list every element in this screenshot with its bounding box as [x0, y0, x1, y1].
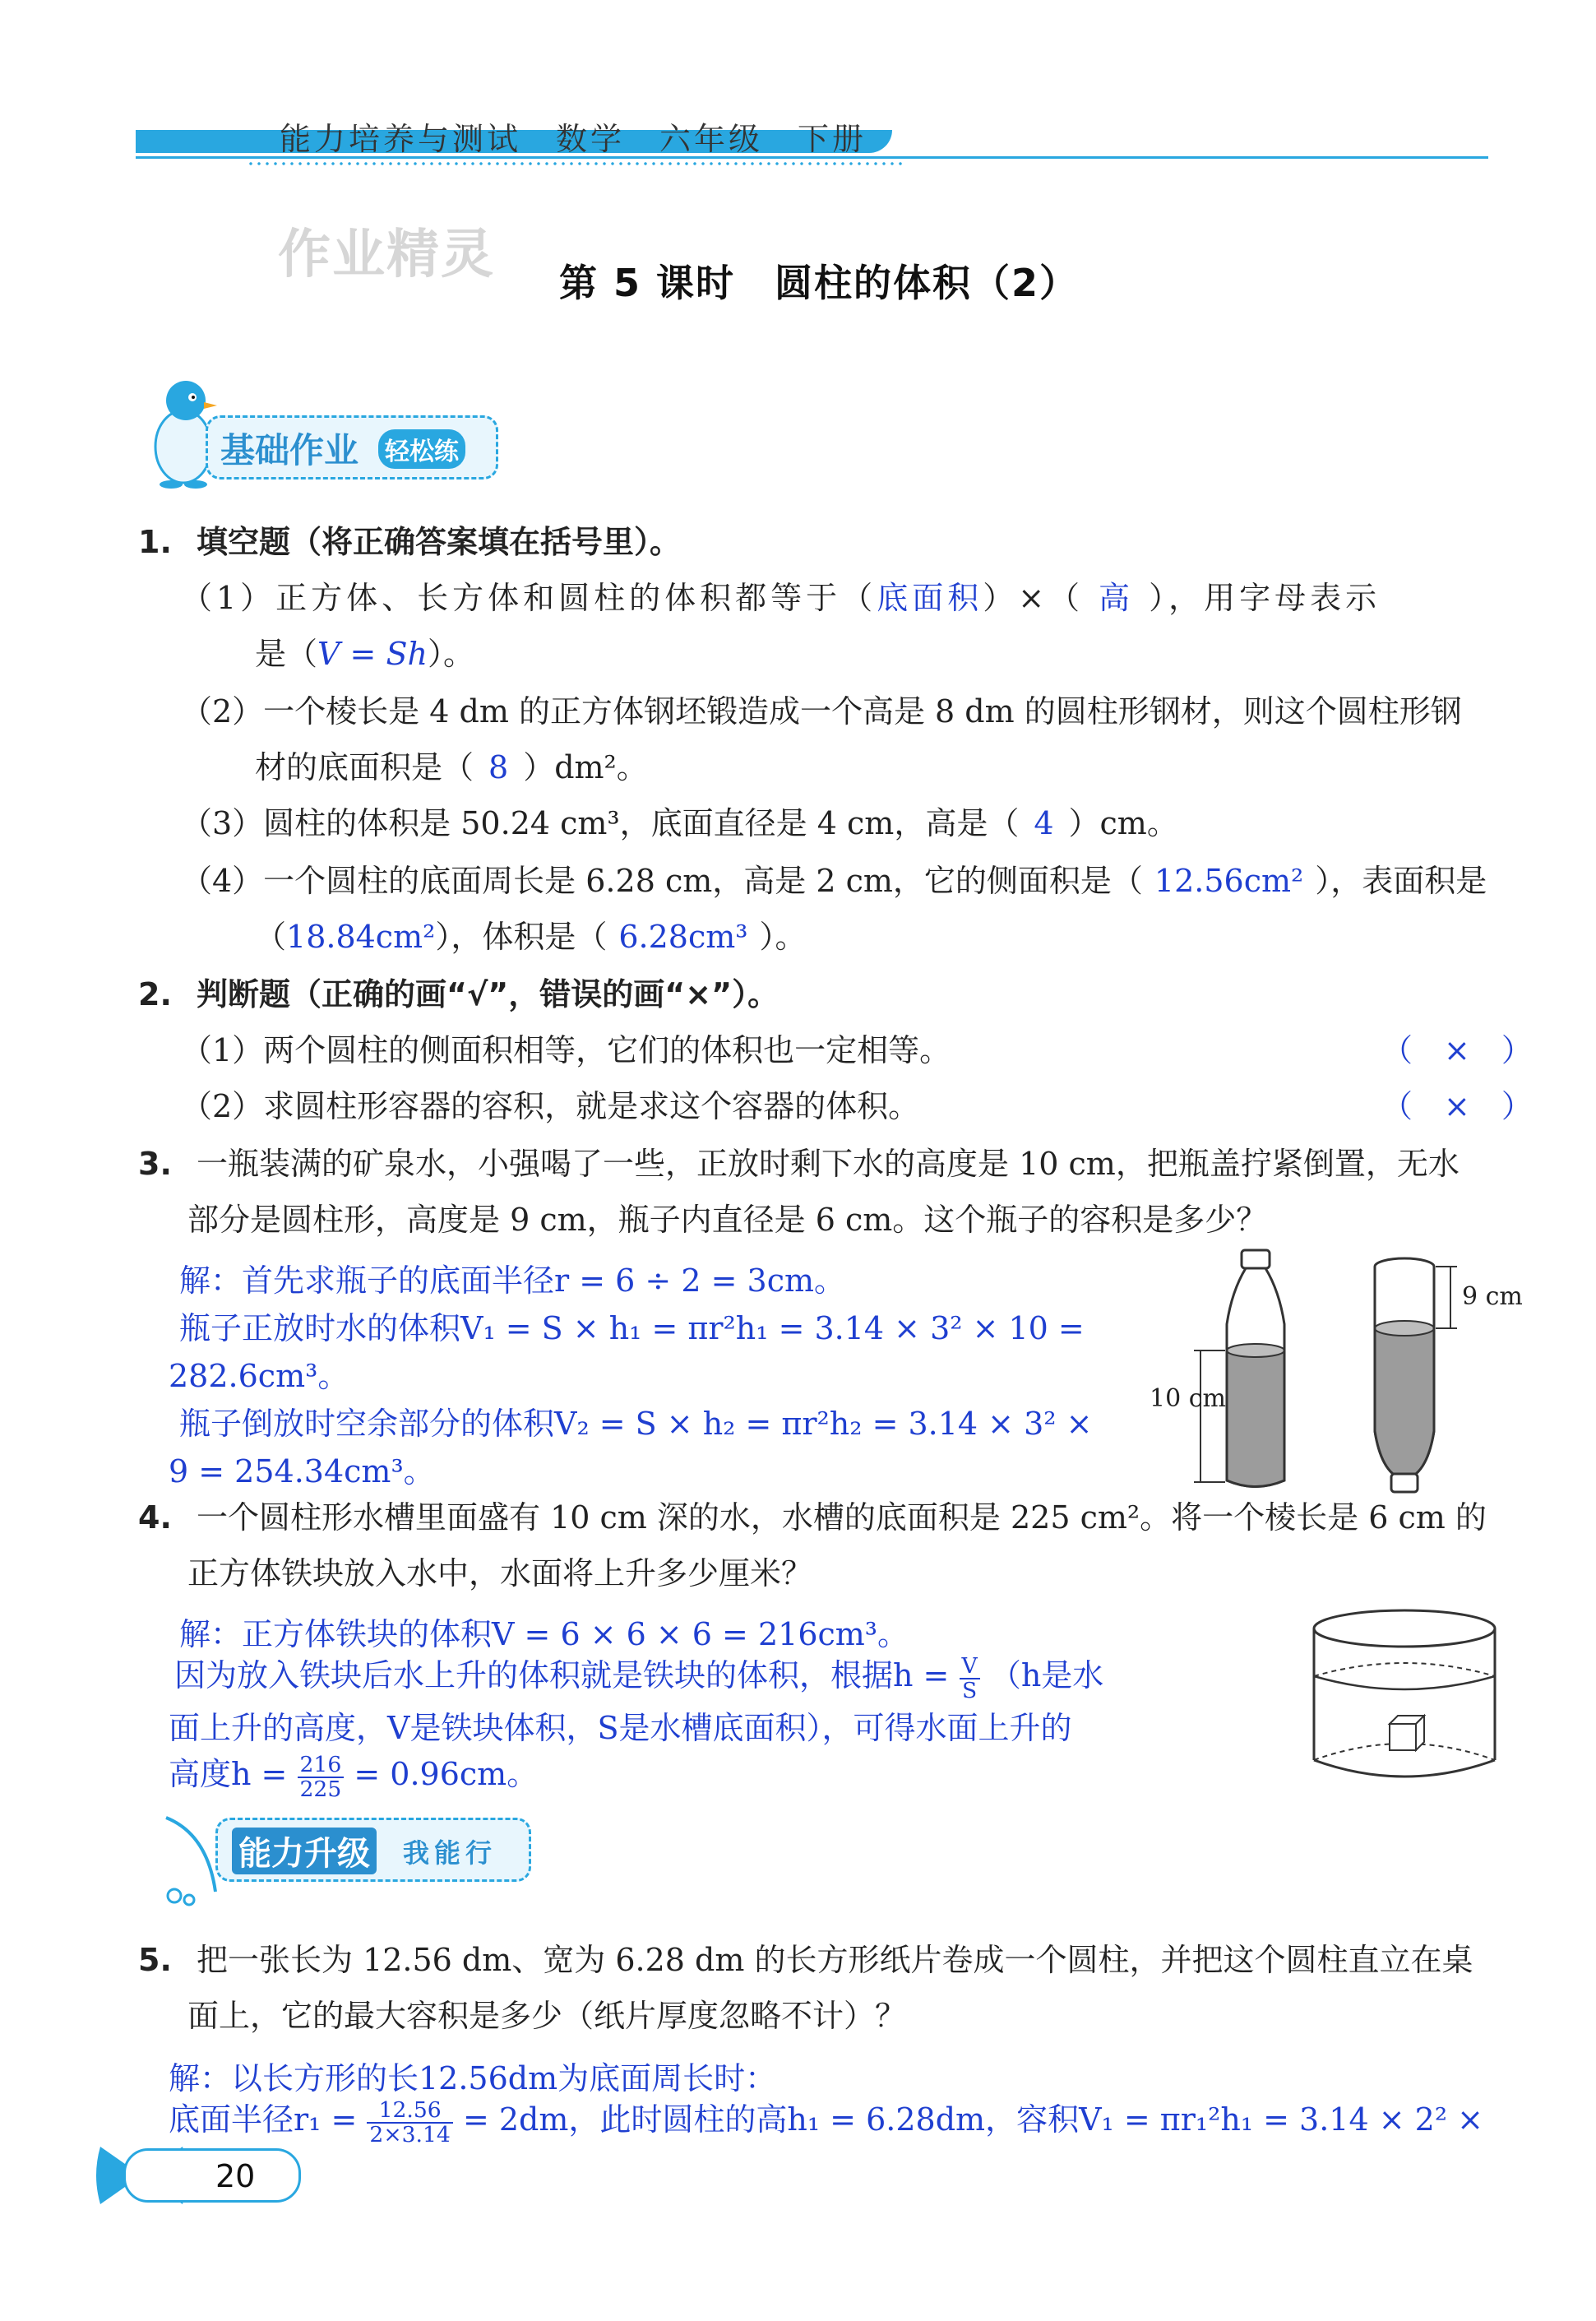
q1-part2-line2: 材的底面积是（ 8 ）dm²。: [255, 749, 648, 785]
q1-part2-line1: （2）一个棱长是 4 dm 的正方体钢坯锻造成一个高是 8 dm 的圆柱形钢材，则这个圆柱形钢: [181, 693, 1462, 730]
fraction-216-over-225: $\frac{216}{225}$: [298, 1753, 345, 1801]
q1-part4-line2: （18.84cm²），体积是（ 6.28cm³ ）。: [255, 919, 807, 955]
q3-solution-line1: 解：首先求瓶子的底面半径r = 6 ÷ 2 = 3cm。: [179, 1262, 846, 1299]
page-number-badge: [123, 2148, 301, 2203]
bottles-figure: [1143, 1242, 1521, 1497]
q2-part2-mark: （ × ）: [1381, 1088, 1533, 1124]
q3-solution-line5: 9 = 254.34cm³。: [169, 1453, 435, 1489]
q1-part3: （3）圆柱的体积是 50.24 cm³，底面直径是 4 cm，高是（ 4 ）cm。: [181, 805, 1178, 841]
fraction-v-over-s: $\frac{V}{S}$: [960, 1655, 980, 1703]
q2-part1: （1）两个圆柱的侧面积相等，它们的体积也一定相等。: [181, 1032, 951, 1068]
q5-solution-line2: 底面半径r₁ = $\frac{12.56}{2\times 3.14}$ = 2dm，此时圆柱的高h₁ = 6.28dm，容积V₁ = πr₁²h₁ = 3.14 × 2² ×: [169, 2096, 1483, 2147]
fraction-radius: $\frac{12.56}{2\times 3.14}$: [367, 2099, 452, 2147]
header-dots: [247, 161, 904, 166]
q5-text-line1: 5. 把一张长为 12.56 dm、宽为 6.28 dm 的长方形纸片卷成一个圆柱，并把这个圆柱直立在桌: [138, 1942, 1473, 1978]
page-number: 20: [215, 2158, 256, 2194]
q4-solution-line1: 解：正方体铁块的体积V = 6 × 6 × 6 = 216cm³。: [179, 1616, 909, 1652]
watermark: 作业精灵: [278, 225, 495, 285]
q3-text-line1: 3. 一瓶装满的矿泉水，小强喝了一些，正放时剩下水的高度是 10 cm，把瓶盖拧紧倒置，无水: [138, 1146, 1460, 1182]
lesson-title: 第 5 课时 圆柱的体积（2）: [559, 261, 1080, 305]
q4-solution-line4: 高度h = $\frac{216}{225}$ = 0.96cm。: [169, 1751, 539, 1802]
section-subtitle-advanced: 我能行: [403, 1837, 497, 1869]
section-title-basic: 基础作业: [220, 430, 359, 470]
q2-stem: 2. 判断题（正确的画“√”，错误的画“×”）。: [138, 976, 779, 1012]
header-title: 能力培养与测试 数学 六年级 下册: [280, 121, 867, 157]
q1-part4-line1: （4）一个圆柱的底面周长是 6.28 cm，高是 2 cm，它的侧面积是（ 12.56cm² ），表面积是: [181, 863, 1487, 899]
q1-part1-line2: 是（V = Sh）。: [255, 636, 474, 672]
q3-solution-line2: 瓶子正放时水的体积V₁ = S × h₁ = πr²h₁ = 3.14 × 3² × 10 =: [179, 1310, 1085, 1346]
q2-part1-mark: （ × ）: [1381, 1032, 1533, 1068]
q3-text-line2: 部分是圆柱形，高度是 9 cm，瓶子内直径是 6 cm。这个瓶子的容积是多少？: [187, 1202, 1268, 1238]
q3-solution-line3: 282.6cm³。: [169, 1358, 349, 1394]
q3-label-10cm: 10 cm: [1150, 1384, 1226, 1413]
q4-text-line2: 正方体铁块放入水中，水面将上升多少厘米？: [187, 1555, 813, 1591]
q4-solution-line3: 面上升的高度，V是铁块体积，S是水槽底面积），可得水面上升的: [169, 1710, 1072, 1746]
q3-solution-line4: 瓶子倒放时空余部分的体积V₂ = S × h₂ = πr²h₂ = 3.14 × 3² ×: [179, 1406, 1093, 1442]
section-title-advanced: 能力升级: [232, 1828, 377, 1874]
q2-part2: （2）求圆柱形容器的容积，就是求这个容器的体积。: [181, 1088, 920, 1124]
section-subtitle-basic: 轻松练: [378, 429, 465, 469]
q4-solution-line2: 因为放入铁块后水上升的体积就是铁块的体积，根据h = $\frac{V}{S}$ （h是水: [174, 1652, 1104, 1703]
q1-part1-line1: （1）正方体、长方体和圆柱的体积都等于（底面积）×（ 高 ），用字母表示: [181, 580, 1381, 616]
q5-solution-line1: 解：以长方形的长12.56dm为底面周长时：: [169, 2060, 777, 2096]
q4-text-line1: 4. 一个圆柱形水槽里面盛有 10 cm 深的水，水槽的底面积是 225 cm²。将一个棱长是 6 cm 的: [138, 1499, 1487, 1536]
water-tank-figure: [1306, 1604, 1503, 1785]
q5-text-line2: 面上，它的最大容积是多少（纸片厚度忽略不计）？: [187, 1998, 907, 2034]
q3-label-9cm: 9 cm: [1462, 1282, 1523, 1311]
q1-stem: 1. 填空题（将正确答案填在括号里）。: [138, 524, 681, 560]
